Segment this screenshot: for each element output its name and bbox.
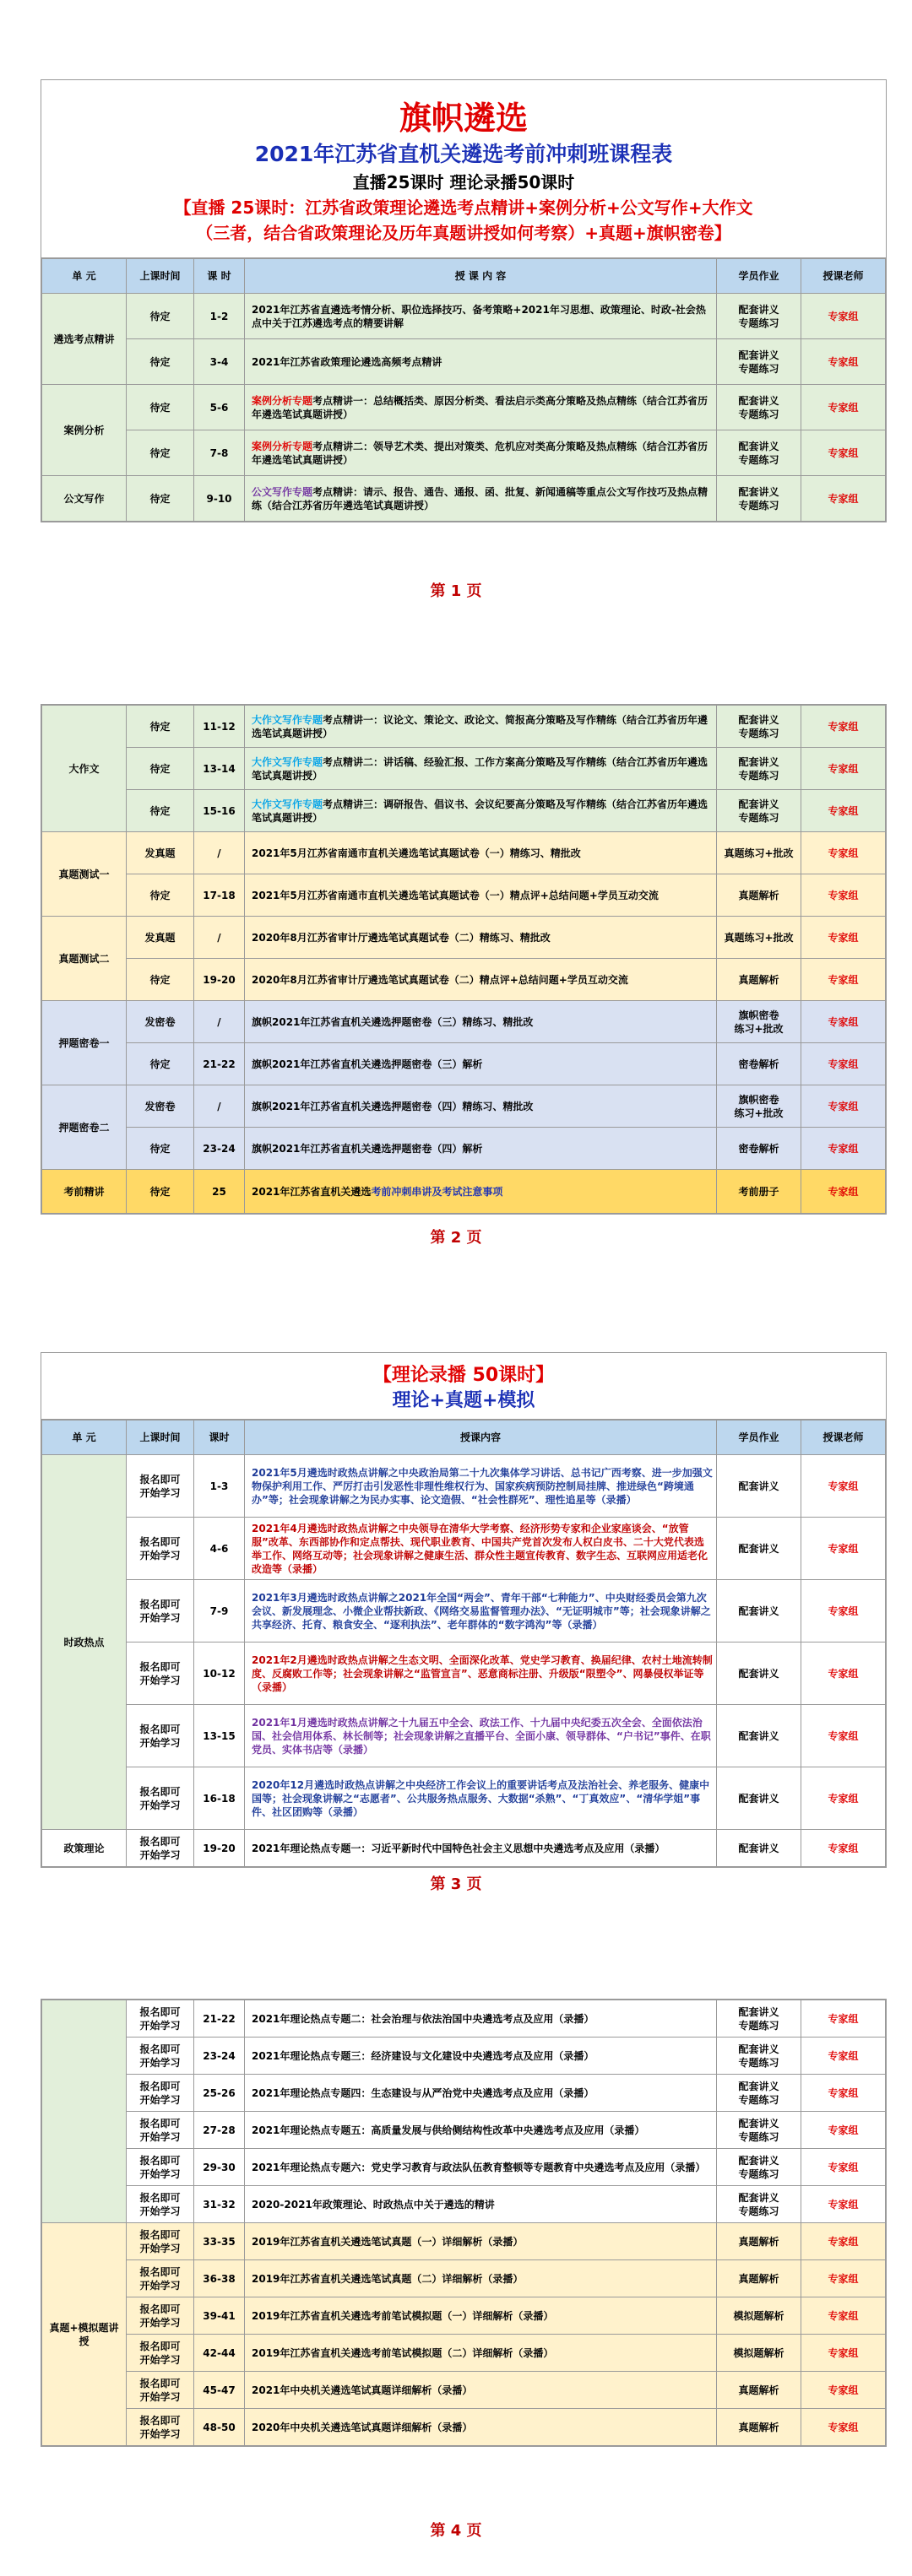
homework-cell: 配套讲义 专题练习 — [717, 790, 801, 832]
content-cell: 2021年5月江苏省南通市直机关遴选笔试真题试卷（一）精点评+总结问题+学员互动交流 — [245, 874, 717, 917]
hours-cell: 42-44 — [194, 2335, 245, 2372]
time-cell: 待定 — [127, 1043, 194, 1085]
time-cell: 待定 — [127, 1128, 194, 1170]
content-cell: 旗帜2021年江苏省直机关遴选押题密卷（四）解析 — [245, 1128, 717, 1170]
hours-cell: 1-3 — [194, 1455, 245, 1518]
content-cell — [245, 790, 717, 832]
teacher-cell: 专家组 — [801, 2297, 886, 2335]
hours-cell: 48-50 — [194, 2409, 245, 2446]
hours-cell: 1-2 — [194, 294, 245, 339]
hours-cell: 5-6 — [194, 385, 245, 430]
unit-cell — [42, 2000, 127, 2223]
hours-cell: 31-32 — [194, 2186, 245, 2223]
hours-cell: 25 — [194, 1170, 245, 1214]
content-cell — [245, 385, 717, 430]
header-content: 授课内容 — [245, 1421, 717, 1455]
table-row — [42, 2038, 886, 2075]
hours-cell: 19-20 — [194, 959, 245, 1001]
content-cell: 旗帜2021年江苏省直机关遴选押题密卷（四）精练习、精批改 — [245, 1085, 717, 1128]
hours-cell: 4-6 — [194, 1518, 245, 1580]
hours-cell: 39-41 — [194, 2297, 245, 2335]
hours-cell: / — [194, 1085, 245, 1128]
time-cell: 待定 — [127, 874, 194, 917]
hours-cell: 16-18 — [194, 1767, 245, 1830]
hours-cell: 17-18 — [194, 874, 245, 917]
table-row — [42, 1085, 886, 1128]
schedule-table-1 — [41, 258, 886, 522]
teacher-cell: 专家组 — [801, 2075, 886, 2112]
table-row — [42, 2000, 886, 2038]
content-highlight: 公文写作专题 — [252, 485, 313, 498]
table-row — [42, 1170, 886, 1214]
page-1-sheet — [41, 79, 887, 522]
time-cell: 待定 — [127, 748, 194, 790]
table-row — [42, 2260, 886, 2297]
time-cell: 报名即可 开始学习 — [127, 2223, 194, 2260]
table-row — [42, 339, 886, 385]
content-highlight: 大作文写作专题 — [252, 755, 323, 768]
time-cell: 报名即可 开始学习 — [127, 1830, 194, 1867]
hours-cell: 21-22 — [194, 2000, 245, 2038]
teacher-cell: 专家组 — [801, 2260, 886, 2297]
course-title: 2021年江苏省直机关遴选考前冲刺班课程表 — [254, 142, 673, 166]
teacher-cell: 专家组 — [801, 1767, 886, 1830]
content-cell — [245, 430, 717, 476]
hours-cell: / — [194, 1001, 245, 1043]
unit-cell: 考前精讲 — [42, 1170, 127, 1214]
homework-cell: 真题解析 — [717, 959, 801, 1001]
header-unit: 单 元 — [42, 1421, 127, 1455]
homework-cell: 配套讲义 — [717, 1767, 801, 1830]
teacher-cell: 专家组 — [801, 2112, 886, 2149]
teacher-cell: 专家组 — [801, 1830, 886, 1867]
header-homework: 学员作业 — [717, 259, 801, 294]
unit-cell: 真题测试二 — [42, 917, 127, 1001]
unit-cell: 公文写作 — [42, 476, 127, 522]
homework-cell: 配套讲义 专题练习 — [717, 2000, 801, 2038]
teacher-cell: 专家组 — [801, 2186, 886, 2223]
table-row — [42, 2409, 886, 2446]
time-cell: 发真题 — [127, 832, 194, 874]
course-subtitle: 直播25课时 理论录播50课时 — [352, 172, 575, 192]
intro-line-2: （三者，结合省政策理论及历年真题讲授如何考察）+真题+旗帜密卷】 — [196, 223, 731, 243]
homework-cell: 真题解析 — [717, 2260, 801, 2297]
homework-cell: 旗帜密卷 练习+批改 — [717, 1085, 801, 1128]
header-homework: 学员作业 — [717, 1421, 801, 1455]
hours-cell: 15-16 — [194, 790, 245, 832]
teacher-cell: 专家组 — [801, 1455, 886, 1518]
time-cell: 待定 — [127, 430, 194, 476]
homework-cell: 考前册子 — [717, 1170, 801, 1214]
time-cell: 报名即可 开始学习 — [127, 2112, 194, 2149]
table-row — [42, 1580, 886, 1642]
hours-cell: 13-14 — [194, 748, 245, 790]
homework-cell: 模拟题解析 — [717, 2297, 801, 2335]
teacher-cell: 专家组 — [801, 2335, 886, 2372]
time-cell: 待定 — [127, 706, 194, 748]
content-cell: 2021年江苏省政策理论遴选高频考点精讲 — [245, 339, 717, 385]
homework-cell: 密卷解析 — [717, 1043, 801, 1085]
content-cell: 2021年4月遴选时政热点讲解之中央领导在清华大学考察、经济形势专家和企业家座谈会、“放管服”改革、东西部协作和定点帮扶、现代职业教育、中国共产党首次发布人权白皮书、二十大党代表选举工作、网络互动等；社会现象讲解之健康生活、群众性主题宣传教育、数字生态、互联网应用适老化改造等（录播） — [245, 1518, 717, 1580]
table-row — [42, 1642, 886, 1705]
teacher-cell: 专家组 — [801, 294, 886, 339]
homework-cell: 真题练习+批改 — [717, 917, 801, 959]
teacher-cell: 专家组 — [801, 1705, 886, 1767]
teacher-cell: 专家组 — [801, 1043, 886, 1085]
time-cell: 报名即可 开始学习 — [127, 2149, 194, 2186]
content-highlight: 案例分析专题 — [252, 394, 313, 407]
homework-cell: 配套讲义 — [717, 1830, 801, 1867]
hours-cell: / — [194, 917, 245, 959]
time-cell: 待定 — [127, 294, 194, 339]
page-number-1: 第 1 页 — [430, 582, 482, 600]
header-hours: 课 时 — [194, 259, 245, 294]
homework-cell: 配套讲义 专题练习 — [717, 2038, 801, 2075]
table-row — [42, 1043, 886, 1085]
teacher-cell: 专家组 — [801, 832, 886, 874]
content-cell: 旗帜2021年江苏省直机关遴选押题密卷（三）解析 — [245, 1043, 717, 1085]
time-cell: 待定 — [127, 959, 194, 1001]
table-row — [42, 294, 886, 339]
unit-cell: 押题密卷二 — [42, 1085, 127, 1170]
content-cell: 2021年3月遴选时政热点讲解之2021年全国“两会”、青年干部“七种能力”、中央财经委员会第九次会议、新发展理念、小微企业帮扶新政、《网络交易监督管理办法》、“无证明城市”等；社会现象讲解之共享经济、托育、粮食安全、“逐利执法”、老年群体的“数字鸿沟”等（录播） — [245, 1580, 717, 1642]
time-cell: 报名即可 开始学习 — [127, 1705, 194, 1767]
homework-cell: 配套讲义 专题练习 — [717, 385, 801, 430]
time-cell: 待定 — [127, 385, 194, 430]
table-row — [42, 874, 886, 917]
table-row — [42, 2149, 886, 2186]
teacher-cell: 专家组 — [801, 1642, 886, 1705]
time-cell: 报名即可 开始学习 — [127, 1767, 194, 1830]
content-text: 考点精讲二：讲话稿、经验汇报、工作方案高分策略及写作精练（结合江苏省历年遴选笔试真题讲授） — [252, 755, 708, 782]
homework-cell: 配套讲义 专题练习 — [717, 2112, 801, 2149]
content-cell — [245, 476, 717, 522]
header-unit: 单 元 — [42, 259, 127, 294]
table-header-row — [42, 1421, 886, 1455]
header-time: 上课时间 — [127, 259, 194, 294]
table-row — [42, 748, 886, 790]
content-cell: 2021年1月遴选时政热点讲解之十九届五中全会、政法工作、十九届中央纪委五次全会、全面依法治国、社会信用体系、林长制等；社会现象讲解之直播平台、全面小康、领导群体、“户书记”事件、在职党员、实体书店等（录播） — [245, 1705, 717, 1767]
homework-cell: 密卷解析 — [717, 1128, 801, 1170]
table-row — [42, 2223, 886, 2260]
content-highlight: 大作文写作专题 — [252, 713, 323, 726]
time-cell: 报名即可 开始学习 — [127, 2038, 194, 2075]
hours-cell: 9-10 — [194, 476, 245, 522]
hours-cell: 19-20 — [194, 1830, 245, 1867]
time-cell: 待定 — [127, 476, 194, 522]
unit-cell: 押题密卷一 — [42, 1001, 127, 1085]
content-text: 考点精讲：请示、报告、通告、通报、函、批复、新闻通稿等重点公文写作技巧及热点精练（结合江苏省历年遴选笔试真题讲授） — [252, 485, 708, 511]
hours-cell: 27-28 — [194, 2112, 245, 2149]
time-cell: 报名即可 开始学习 — [127, 2075, 194, 2112]
unit-cell: 时政热点 — [42, 1455, 127, 1830]
schedule-table-4 — [41, 2000, 886, 2446]
hours-cell: 23-24 — [194, 2038, 245, 2075]
teacher-cell: 专家组 — [801, 706, 886, 748]
header-content: 授 课 内 容 — [245, 259, 717, 294]
content-cell: 2021年江苏省直遴选考情分析、职位选择技巧、备考策略+2021年习思想、政策理论、时政-社会热点中关于江苏遴选考点的精要讲解 — [245, 294, 717, 339]
table-row — [42, 1830, 886, 1867]
table-row — [42, 1518, 886, 1580]
hours-cell: / — [194, 832, 245, 874]
content-cell: 2019年江苏省直机关遴选笔试真题（二）详细解析（录播） — [245, 2260, 717, 2297]
content-text: 考点精讲一：总结概括类、原因分析类、看法启示类高分策略及热点精练（结合江苏省历年遴选笔试真题讲授） — [252, 394, 708, 420]
page-1-header — [41, 80, 886, 258]
homework-cell: 配套讲义 — [717, 1455, 801, 1518]
unit-cell: 政策理论 — [42, 1830, 127, 1867]
header-hours: 课时 — [194, 1421, 245, 1455]
content-cell: 2021年5月江苏省南通市直机关遴选笔试真题试卷（一）精练习、精批改 — [245, 832, 717, 874]
teacher-cell: 专家组 — [801, 1001, 886, 1043]
teacher-cell: 专家组 — [801, 917, 886, 959]
homework-cell: 配套讲义 — [717, 1580, 801, 1642]
hours-cell: 7-9 — [194, 1580, 245, 1642]
teacher-cell: 专家组 — [801, 1580, 886, 1642]
content-cell: 2020年中央机关遴选笔试真题详细解析（录播） — [245, 2409, 717, 2446]
content-cell — [245, 1170, 717, 1214]
time-cell: 报名即可 开始学习 — [127, 2000, 194, 2038]
content-cell: 2021年理论热点专题二：社会治理与依法治国中央遴选考点及应用（录播） — [245, 2000, 717, 2038]
content-highlight: 案例分析专题 — [252, 440, 313, 452]
teacher-cell: 专家组 — [801, 2223, 886, 2260]
time-cell: 发密卷 — [127, 1085, 194, 1128]
hours-cell: 25-26 — [194, 2075, 245, 2112]
page-number-3: 第 3 页 — [430, 1875, 482, 1893]
content-cell: 2021年理论热点专题六：党史学习教育与政法队伍教育整顿等专题教育中央遴选考点及应用（录播） — [245, 2149, 717, 2186]
page-2-sheet — [41, 704, 887, 1215]
content-cell: 2019年江苏省直机关遴选考前笔试模拟题（一）详细解析（录播） — [245, 2297, 717, 2335]
content-text: 考点精讲二：领导艺术类、提出对策类、危机应对类高分策略及热点精练（结合江苏省历年遴选笔试真题讲授） — [252, 440, 708, 466]
table-row — [42, 1001, 886, 1043]
teacher-cell: 专家组 — [801, 748, 886, 790]
homework-cell: 旗帜密卷 练习+批改 — [717, 1001, 801, 1043]
time-cell: 报名即可 开始学习 — [127, 1580, 194, 1642]
content-cell: 旗帜2021年江苏省直机关遴选押题密卷（三）精练习、精批改 — [245, 1001, 717, 1043]
homework-cell: 配套讲义 专题练习 — [717, 2075, 801, 2112]
table-row — [42, 1128, 886, 1170]
teacher-cell: 专家组 — [801, 339, 886, 385]
page-3-header — [41, 1353, 886, 1420]
content-text: 考点精讲一：议论文、策论文、政论文、简报高分策略及写作精练（结合江苏省历年遴选笔试真题讲授） — [252, 713, 708, 739]
homework-cell: 配套讲义 专题练习 — [717, 2186, 801, 2223]
page-3-sheet — [41, 1352, 887, 1868]
teacher-cell: 专家组 — [801, 476, 886, 522]
hours-cell: 36-38 — [194, 2260, 245, 2297]
time-cell: 待定 — [127, 1170, 194, 1214]
page-4-sheet — [41, 1999, 887, 2447]
content-text: 考点精讲三：调研报告、倡议书、会议纪要高分策略及写作精练（结合江苏省历年遴选笔试真题讲授） — [252, 798, 708, 824]
hours-cell: 3-4 — [194, 339, 245, 385]
time-cell: 报名即可 开始学习 — [127, 1455, 194, 1518]
hours-cell: 21-22 — [194, 1043, 245, 1085]
header-teacher: 授课老师 — [801, 1421, 886, 1455]
page-number-2: 第 2 页 — [430, 1229, 482, 1247]
section-subtitle: 理论+真题+模拟 — [392, 1390, 535, 1411]
teacher-cell: 专家组 — [801, 1128, 886, 1170]
table-row — [42, 1767, 886, 1830]
table-row — [42, 2075, 886, 2112]
content-cell: 2021年理论热点专题四：生态建设与从严治党中央遴选考点及应用（录播） — [245, 2075, 717, 2112]
homework-cell: 配套讲义 — [717, 1642, 801, 1705]
homework-cell: 真题解析 — [717, 2372, 801, 2409]
unit-cell: 真题+模拟题讲授 — [42, 2223, 127, 2446]
table-row — [42, 959, 886, 1001]
unit-cell: 案例分析 — [42, 385, 127, 476]
content-cell: 2020-2021年政策理论、时政热点中关于遴选的精讲 — [245, 2186, 717, 2223]
schedule-table-3 — [41, 1420, 886, 1867]
content-cell: 2021年理论热点专题一：习近平新时代中国特色社会主义思想中央遴选考点及应用（录播） — [245, 1830, 717, 1867]
content-text: 2021年江苏省直机关遴选 — [252, 1185, 372, 1198]
homework-cell: 模拟题解析 — [717, 2335, 801, 2372]
teacher-cell: 专家组 — [801, 2409, 886, 2446]
table-row — [42, 832, 886, 874]
teacher-cell: 专家组 — [801, 1170, 886, 1214]
hours-cell: 33-35 — [194, 2223, 245, 2260]
hours-cell: 10-12 — [194, 1642, 245, 1705]
homework-cell: 配套讲义 — [717, 1705, 801, 1767]
content-cell: 2020年8月江苏省审计厅遴选笔试真题试卷（二）精点评+总结问题+学员互动交流 — [245, 959, 717, 1001]
intro-line-1: 【直播 25课时：江苏省政策理论遴选考点精讲+案例分析+公文写作+大作文 — [174, 198, 753, 218]
table-row — [42, 917, 886, 959]
table-row — [42, 430, 886, 476]
teacher-cell: 专家组 — [801, 1085, 886, 1128]
table-row — [42, 2112, 886, 2149]
page-number-4: 第 4 页 — [430, 2522, 482, 2540]
content-highlight: 大作文写作专题 — [252, 798, 323, 810]
table-row — [42, 476, 886, 522]
teacher-cell: 专家组 — [801, 959, 886, 1001]
teacher-cell: 专家组 — [801, 430, 886, 476]
homework-cell: 真题解析 — [717, 874, 801, 917]
time-cell: 报名即可 开始学习 — [127, 2335, 194, 2372]
content-cell: 2021年中央机关遴选笔试真题详细解析（录播） — [245, 2372, 717, 2409]
homework-cell: 配套讲义 专题练习 — [717, 706, 801, 748]
teacher-cell: 专家组 — [801, 385, 886, 430]
time-cell: 报名即可 开始学习 — [127, 1518, 194, 1580]
header-teacher: 授课老师 — [801, 259, 886, 294]
table-row — [42, 2372, 886, 2409]
unit-cell: 真题测试一 — [42, 832, 127, 917]
teacher-cell: 专家组 — [801, 2038, 886, 2075]
teacher-cell: 专家组 — [801, 2372, 886, 2409]
homework-cell: 配套讲义 专题练习 — [717, 294, 801, 339]
time-cell: 报名即可 开始学习 — [127, 2409, 194, 2446]
time-cell: 报名即可 开始学习 — [127, 2297, 194, 2335]
homework-cell: 配套讲义 — [717, 1518, 801, 1580]
content-cell — [245, 748, 717, 790]
hours-cell: 23-24 — [194, 1128, 245, 1170]
brand-title: 旗帜遴选 — [399, 100, 528, 137]
time-cell: 报名即可 开始学习 — [127, 2260, 194, 2297]
unit-cell: 遴选考点精讲 — [42, 294, 127, 385]
table-header-row — [42, 259, 886, 294]
time-cell: 报名即可 开始学习 — [127, 2186, 194, 2223]
table-row — [42, 385, 886, 430]
content-cell: 2020年8月江苏省审计厅遴选笔试真题试卷（二）精练习、精批改 — [245, 917, 717, 959]
homework-cell: 配套讲义 专题练习 — [717, 748, 801, 790]
content-cell — [245, 706, 717, 748]
schedule-table-2 — [41, 705, 886, 1214]
content-cell: 2021年理论热点专题三：经济建设与文化建设中央遴选考点及应用（录播） — [245, 2038, 717, 2075]
content-highlight: 考前冲刺串讲及考试注意事项 — [371, 1185, 503, 1198]
table-row — [42, 1705, 886, 1767]
hours-cell: 29-30 — [194, 2149, 245, 2186]
content-cell: 2019年江苏省直机关遴选考前笔试模拟题（二）详细解析（录播） — [245, 2335, 717, 2372]
homework-cell: 真题解析 — [717, 2223, 801, 2260]
homework-cell: 配套讲义 专题练习 — [717, 430, 801, 476]
table-row — [42, 1455, 886, 1518]
time-cell: 待定 — [127, 790, 194, 832]
table-row — [42, 706, 886, 748]
teacher-cell: 专家组 — [801, 2149, 886, 2186]
homework-cell: 配套讲义 专题练习 — [717, 476, 801, 522]
content-cell: 2020年12月遴选时政热点讲解之中央经济工作会议上的重要讲话考点及法治社会、养老服务、健康中国等；社会现象讲解之“志愿者”、公共服务热点服务、大数据“杀熟”、“丁真效应”、“清华学姐”事件、社区团购等（录播） — [245, 1767, 717, 1830]
content-cell: 2019年江苏省直机关遴选笔试真题（一）详细解析（录播） — [245, 2223, 717, 2260]
time-cell: 发密卷 — [127, 1001, 194, 1043]
teacher-cell: 专家组 — [801, 1518, 886, 1580]
content-cell: 2021年5月遴选时政热点讲解之中央政治局第二十九次集体学习讲话、总书记广西考察、进一步加强文物保护利用工作、严厉打击引发恶性非理性维权行为、国家疾病预防控制局挂牌、推进绿色“跨境通办”等；社会现象讲解之为民办实事、论文造假、“社会性群死”、理性追星等（录播） — [245, 1455, 717, 1518]
homework-cell: 真题练习+批改 — [717, 832, 801, 874]
teacher-cell: 专家组 — [801, 874, 886, 917]
content-cell: 2021年理论热点专题五：高质量发展与供给侧结构性改革中央遴选考点及应用（录播） — [245, 2112, 717, 2149]
homework-cell: 配套讲义 专题练习 — [717, 2149, 801, 2186]
time-cell: 发真题 — [127, 917, 194, 959]
homework-cell: 真题解析 — [717, 2409, 801, 2446]
content-cell: 2021年2月遴选时政热点讲解之生态文明、全面深化改革、党史学习教育、换届纪律、农村土地流转制度、反腐败工作等；社会现象讲解之“监管宣言”、恶意商标注册、升级版“限塑令”、网暴侵权举证等（录播） — [245, 1642, 717, 1705]
teacher-cell: 专家组 — [801, 2000, 886, 2038]
hours-cell: 11-12 — [194, 706, 245, 748]
hours-cell: 7-8 — [194, 430, 245, 476]
homework-cell: 配套讲义 专题练习 — [717, 339, 801, 385]
hours-cell: 45-47 — [194, 2372, 245, 2409]
section-title: 【理论录播 50课时】 — [372, 1365, 555, 1386]
table-row — [42, 2186, 886, 2223]
table-row — [42, 2297, 886, 2335]
header-time: 上课时间 — [127, 1421, 194, 1455]
time-cell: 待定 — [127, 339, 194, 385]
teacher-cell: 专家组 — [801, 790, 886, 832]
hours-cell: 13-15 — [194, 1705, 245, 1767]
table-row — [42, 2335, 886, 2372]
time-cell: 报名即可 开始学习 — [127, 1642, 194, 1705]
time-cell: 报名即可 开始学习 — [127, 2372, 194, 2409]
unit-cell: 大作文 — [42, 706, 127, 832]
table-row — [42, 790, 886, 832]
